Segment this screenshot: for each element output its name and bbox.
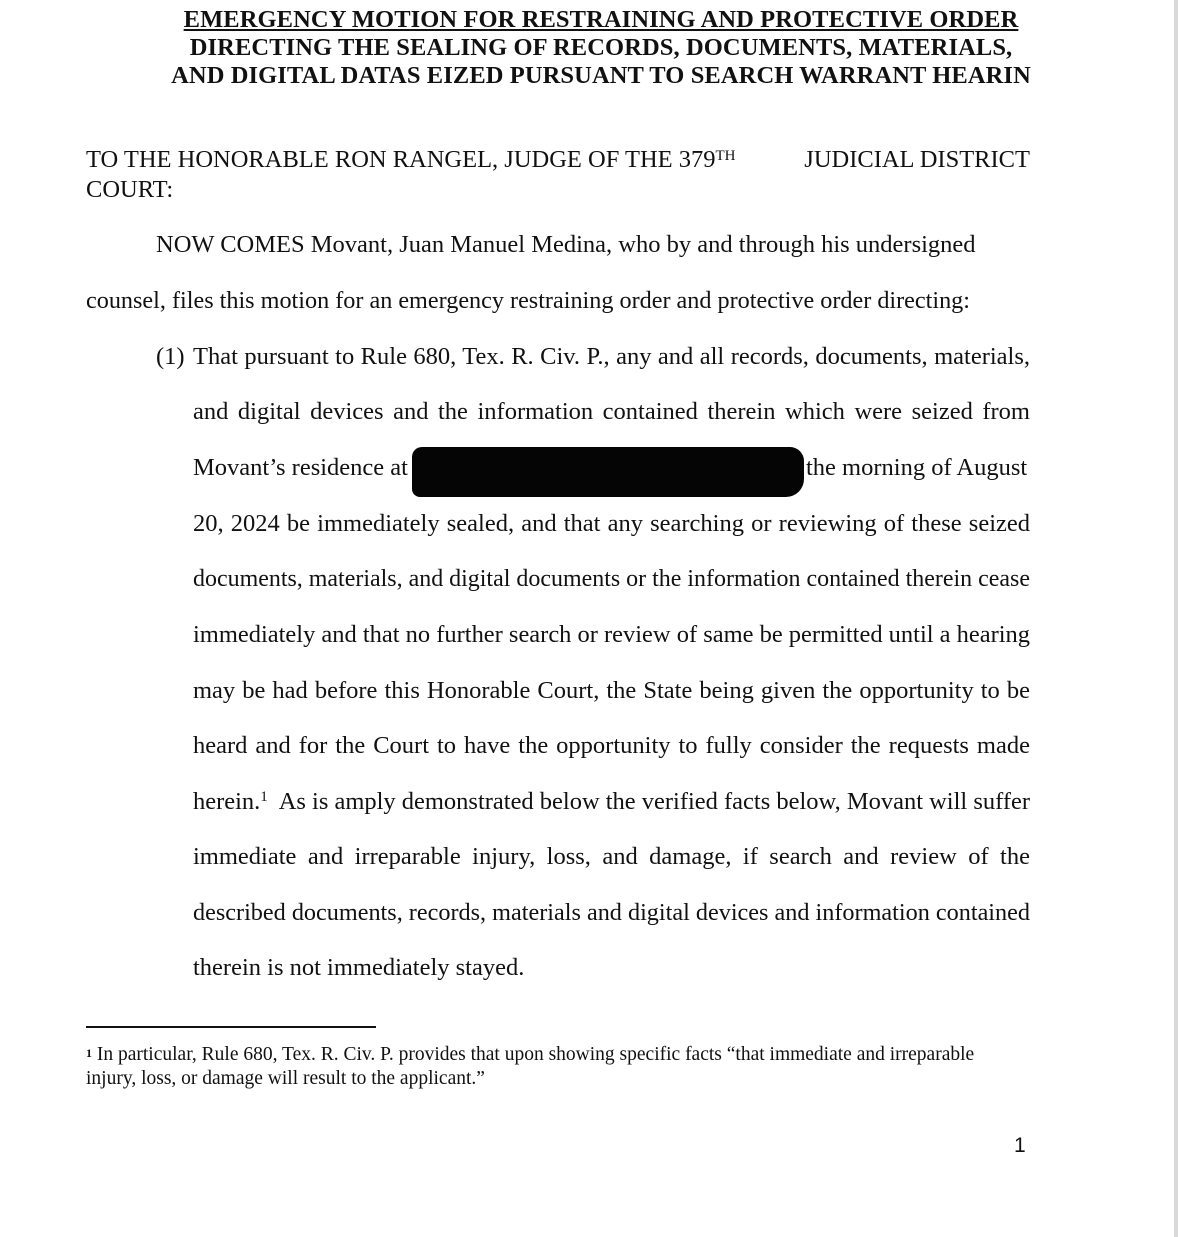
salutation-line-2: COURT: — [86, 176, 174, 203]
item-line-6: immediately and that no further search or review of same be permitted until a hearing — [193, 621, 1030, 648]
footnote-line-1: In particular, Rule 680, Tex. R. Civ. P. provides that upon showing specific facts “that immediate and irreparable — [96, 1044, 975, 1065]
salutation-text: TO THE HONORABLE RON RANGEL, JUDGE OF THE 379TH — [86, 146, 736, 173]
footnote-line-2: injury, loss, or damage will result to the applicant.” — [86, 1068, 485, 1089]
title-line-2: DIRECTING THE SEALING OF RECORDS, DOCUMENTS, MATERIALS, — [189, 34, 1013, 61]
redaction-bar — [412, 447, 804, 497]
footnote — [86, 1043, 1030, 1091]
title-line-1: EMERGENCY MOTION FOR RESTRAINING AND PROTECTIVE ORDER — [183, 6, 1019, 33]
page-edge — [1174, 0, 1178, 1237]
item-number: (1) — [156, 343, 185, 370]
ordinal-suffix: TH — [715, 148, 736, 164]
footnote-separator — [86, 1026, 376, 1028]
item-line-2: and digital devices and the information contained therein which were seized from — [193, 398, 1030, 425]
item-line-3-right: the morning of August — [806, 454, 1028, 481]
item-line-1: That pursuant to Rule 680, Tex. R. Civ. P., any and all records, documents, materials, — [193, 343, 1030, 370]
item-line-11: described documents, records, materials and digital devices and information contained — [193, 899, 1030, 926]
item-line-3-left: Movant’s residence at — [193, 454, 408, 481]
item-line-5: documents, materials, and digital documents or the information contained therein cease — [193, 565, 1030, 592]
item-line-4: 20, 2024 be immediately sealed, and that any searching or reviewing of these seized — [193, 510, 1030, 537]
item-line-7: may be had before this Honorable Court, the State being given the opportunity to be — [193, 677, 1030, 704]
item-line-8: heard and for the Court to have the opportunity to fully consider the requests made — [193, 732, 1030, 759]
page-number: 1 — [1014, 1134, 1026, 1157]
intro-line-2: counsel, files this motion for an emergency restraining order and protective order directing: — [86, 287, 970, 314]
footnote-reference[interactable]: 1 — [260, 789, 268, 805]
title-line-3: AND DIGITAL DATAS EIZED PURSUANT TO SEARCH WARRANT HEARIN — [171, 62, 1031, 89]
salutation-court: JUDICIAL DISTRICT — [804, 146, 1030, 173]
intro-line-1: NOW COMES Movant, Juan Manuel Medina, who by and through his undersigned — [156, 231, 976, 258]
item-line-9: herein.$^1$ As is amply demonstrated below the verified facts below, Movant will suffer — [193, 788, 1030, 815]
footnote-marker: 1 — [86, 1046, 92, 1060]
salutation — [86, 145, 1030, 205]
item-line-12: therein is not immediately stayed. — [193, 954, 525, 981]
item-line-10: immediate and irreparable injury, loss, and damage, if search and review of the — [193, 843, 1030, 870]
motion-title — [86, 6, 1116, 90]
